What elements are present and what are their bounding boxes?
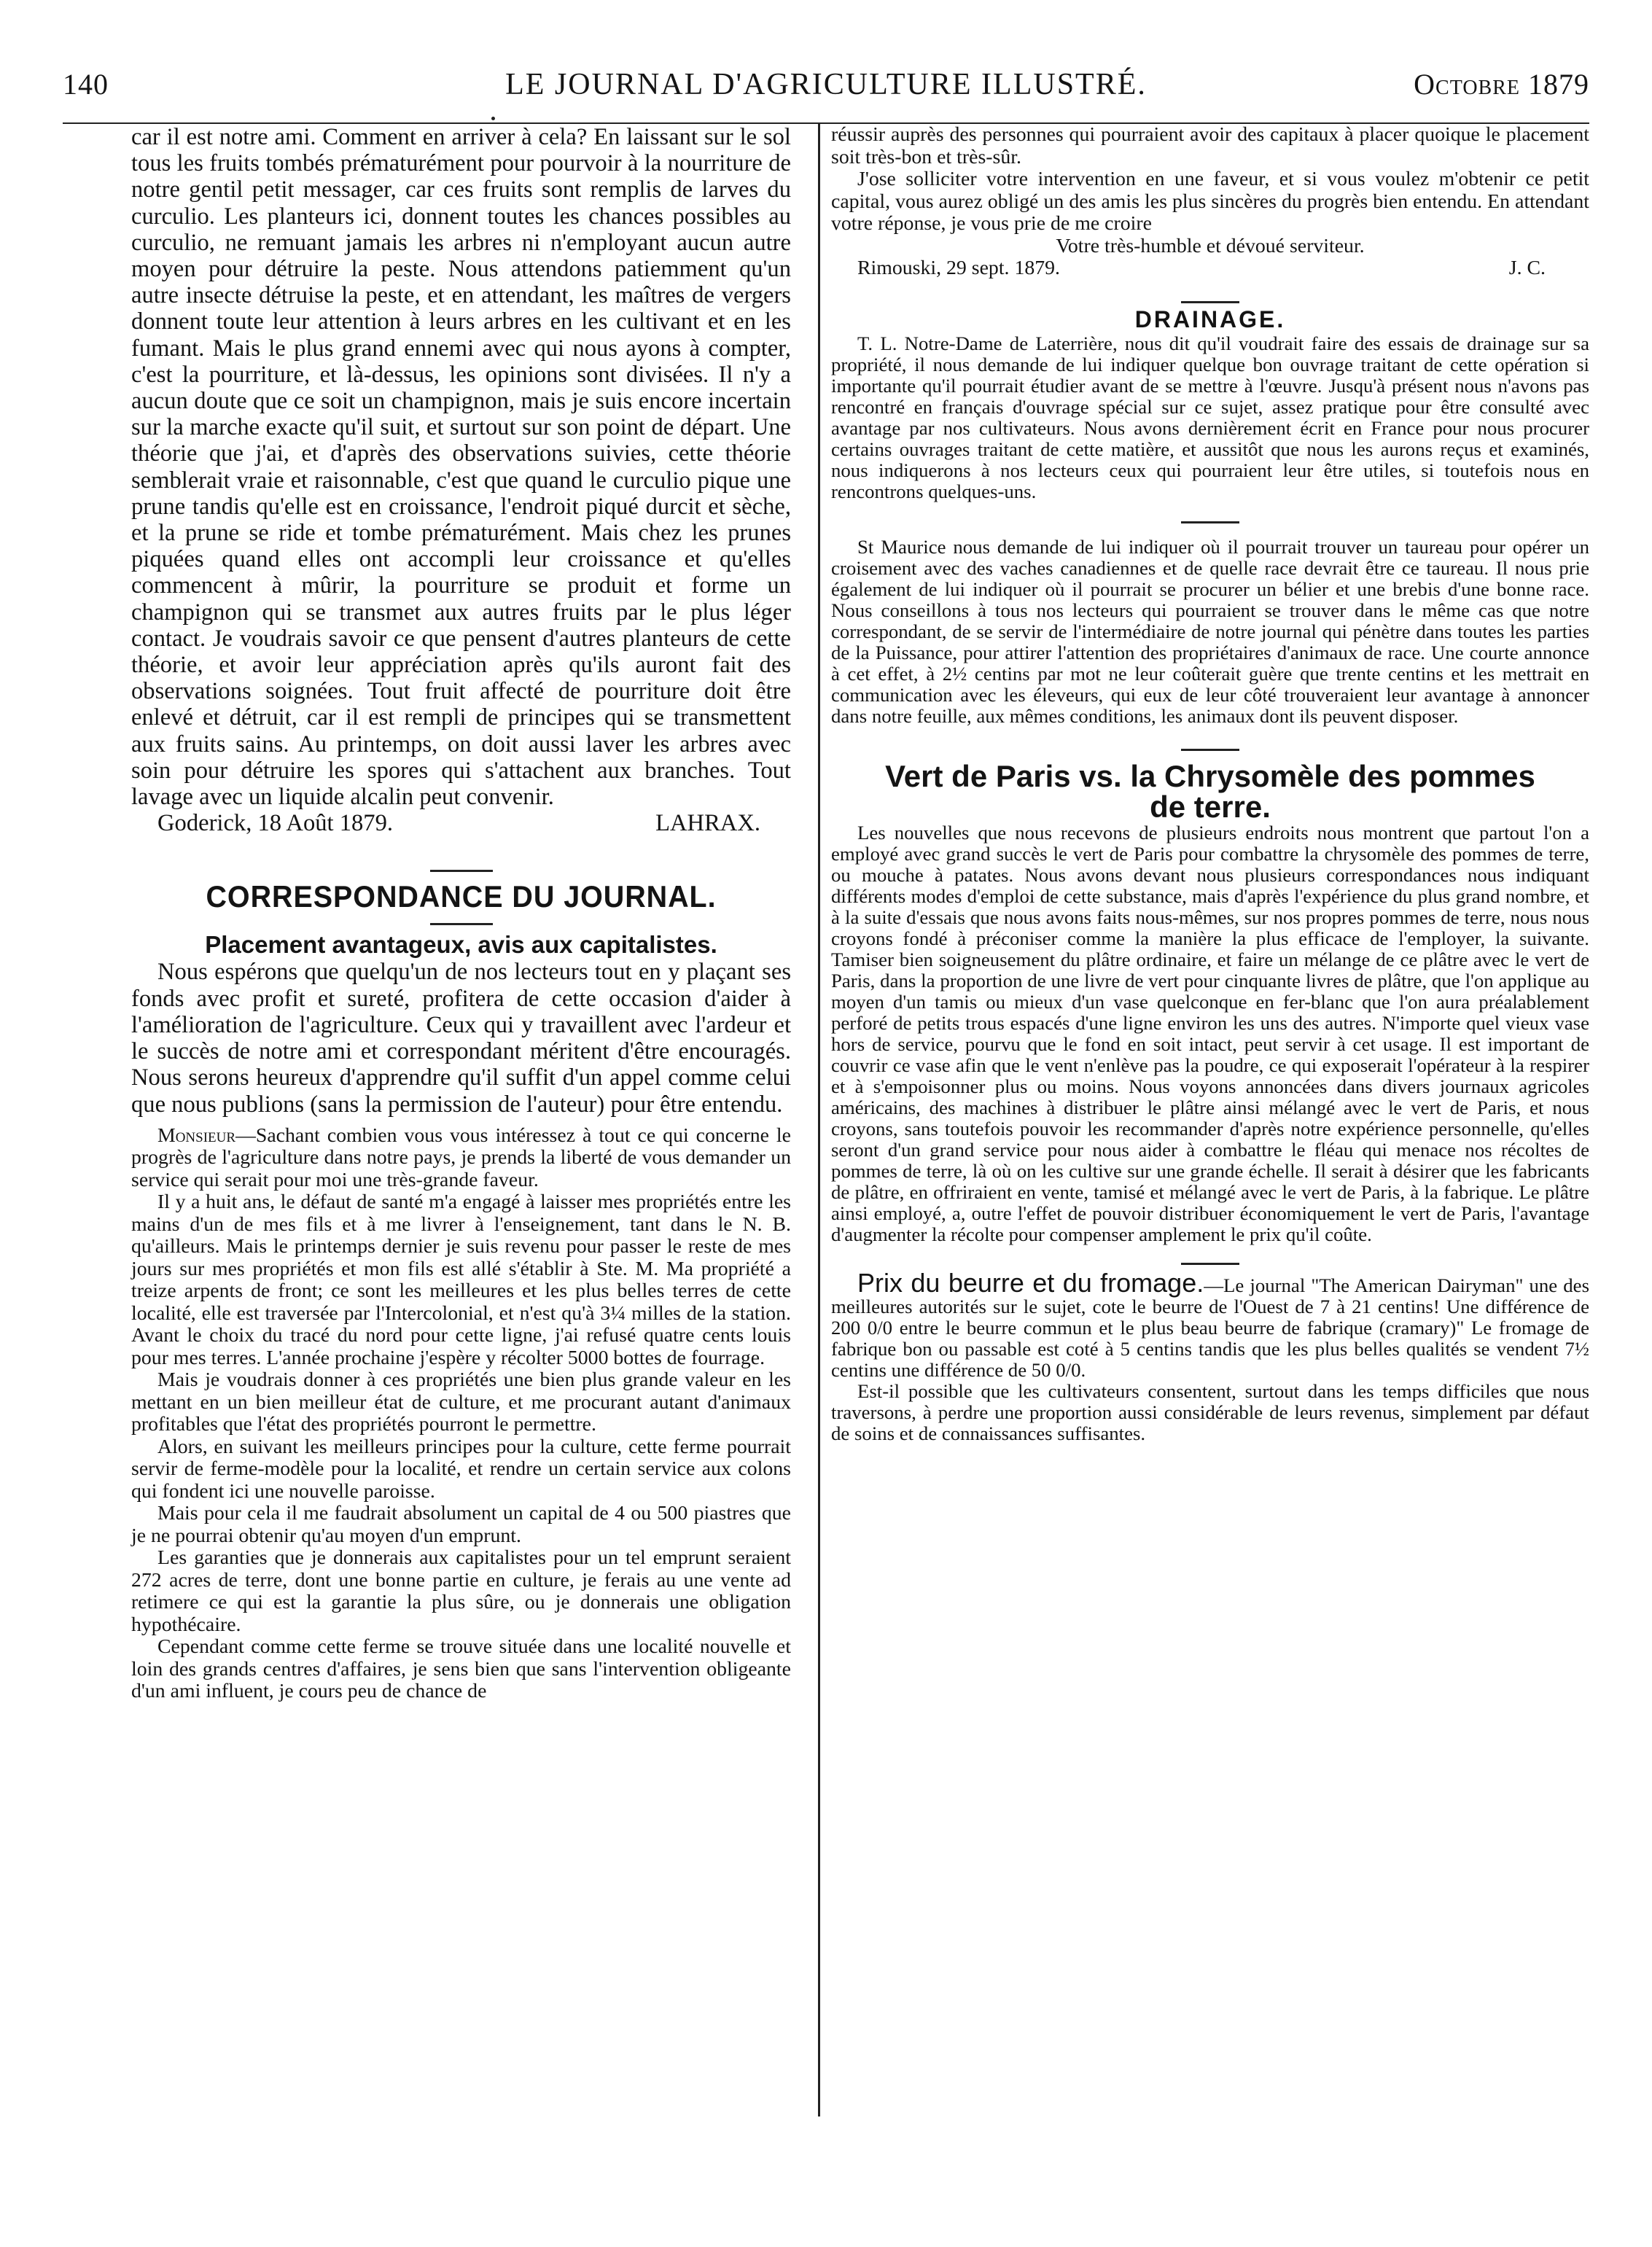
section-divider: [430, 870, 493, 872]
article-place-date: Goderick, 18 Août 1879.: [157, 810, 394, 837]
letter-closing: Votre très-humble et dévoué serviteur.: [1056, 234, 1365, 257]
letter-continuation: [831, 124, 1589, 279]
beurre-lead: Prix du beurre et du fromage.: [857, 1268, 1204, 1298]
section-divider: [1181, 301, 1239, 303]
vert-de-paris-title-line-1: Vert de Paris vs. la Chrysomèle des pommes: [885, 759, 1535, 793]
left-column: [131, 124, 791, 1703]
column-divider: [818, 122, 820, 2116]
letter-place-date: Rimouski, 29 sept. 1879.: [857, 257, 1060, 279]
journal-title: LE JOURNAL D'AGRICULTURE ILLUSTRÉ.: [505, 68, 1147, 101]
letter-paragraph: Alors, en suivant les meilleurs principes pour la culture, cette ferme pourrait servir de ferme-modèle pour la localité, et rendre un certain service aux colons qui fondent ici une nouvelle paroisse.: [131, 1435, 791, 1503]
vert-de-paris-title-line-2: de terre.: [1150, 790, 1271, 824]
section-divider: [1181, 521, 1239, 523]
letter-signature: [831, 257, 1589, 279]
beurre-paragraph: [831, 1268, 1589, 1381]
letter-paragraph: [131, 1125, 791, 1192]
page-header: [63, 67, 1589, 111]
article-author: LAHRAX.: [655, 810, 760, 837]
section-divider: [1181, 1263, 1239, 1265]
letter-first-text: —Sachant combien vous vous intéressez à tout ce qui concerne le progrès de l'agriculture dans notre pays, je prends la liberté de vous demander un service qui serait pour moi une très-grande faveur.: [131, 1124, 791, 1191]
article-signature: [131, 810, 791, 836]
letter: [131, 1125, 791, 1703]
letter-paragraph: Mais pour cela il me faudrait absolument un capital de 4 ou 500 piastres que je ne pourrai obtenir qu'au moyen d'un emprunt.: [131, 1502, 791, 1547]
right-column: [831, 124, 1589, 1444]
correspondance-intro: Nous espérons que quelqu'un de nos lecteurs tout en y plaçant ses fonds avec profit et sureté, profitera de cette occasion d'aider à l'amélioration de l'agriculture. Ceux qui y travaillent avec l'ardeur et le succès de notre ami et correspondant méritent d'être encouragés. Nous serons heureux d'apprendre qu'il suffit d'un appel comme celui que nous publions (sans la permission de l'auteur) pour être entendu.: [131, 959, 791, 1118]
beurre-text: —Le journal "The American Dairyman" une des meilleures autorités sur le sujet, cote le beurre de l'Ouest de 7 à 21 centins! Une différence de 200 0/0 entre le beurre commun et le plus beau beurre de fabrique (cramary)" Le fromage de fabrique bon ou passable est coté à 5 centins tandis que les plus belles qualités se vendent 7½ centins une différence de 50 0/0.: [831, 1274, 1589, 1381]
section-divider: [1181, 749, 1239, 751]
letter-initials: J. C.: [1508, 257, 1546, 279]
letter-paragraph: Les garanties que je donnerais aux capitalistes pour un tel emprunt seraient 272 acres de terre, dont une bonne partie en culture, je ferais au une vente ad retimere ce qui est la garantie la plus sûre, ou je donnerais une obligation hypothécaire.: [131, 1546, 791, 1636]
issue-date: Octobre 1879: [1414, 68, 1589, 101]
vert-de-paris-title: [831, 761, 1589, 822]
section-divider: [430, 923, 493, 925]
article-text: car il est notre ami. Comment en arriver à cela? En laissant sur le sol tous les fruits tombés prématurément pour pourvoir à la nourriture de notre gentil petit messager, car ces fruits sont remplis de larves du curculio. Les planteurs ici, donnent toutes les chances possibles au curculio, ne remuant jamais les arbres ni n'employant aucun autre moyen pour détruire la peste. Nous attendons patiemment qu'un autre insecte détruise la peste, et en attendant, les maîtres de vergers donnent toute leur attention à leurs arbres en les cultivant et en les fumant. Mais le plus grand ennemi avec qui nous ayons à compter, c'est la pourriture, et là-dessus, les opinions sont divisées. Il n'y a aucun doute que ce soit un champignon, mais je suis encore incertain sur la marche exacte qu'il suit, et surtout sur son point de départ. Une théorie que j'ai, et d'après des observations suivies, cette théorie semblerait vraie et raisonnable, c'est que quand le curculio pique une prune tandis qu'elle est en croissance, l'endroit piqué durcit et sèche, et la prune se ride et tombe prématurément. Mais chez les prunes piquées quand elles ont accompli leur croissance et qu'elles commencent à mûrir, la pourriture se produit et forme un champignon qui se transmet aux autres fruits par le plus léger contact. Je voudrais savoir ce que pensent d'autres planteurs de cette théorie, et avoir leur appréciation après qu'ils auront fait des observations soignées. Tout fruit affecté de pourriture doit être enlevé et détruit, car il est rempli de principes qui se transmettent aux fruits sains. Au printemps, on doit aussi laver les arbres avec soin pour détruire les spores qui s'attachent aux branches. Tout lavage avec un liquide alcalin peut convenir.: [131, 124, 791, 811]
print-mark: [491, 117, 495, 120]
beurre-paragraph-2: Est-il possible que les cultivateurs consentent, surtout dans les temps difficiles que nous traversons, à perdre une proportion aussi considérable de leurs revenus, simplement par défaut de soins et de connaissances suffisantes.: [831, 1380, 1589, 1444]
vert-de-paris-text: Les nouvelles que nous recevons de plusieurs endroits nous montrent que partout l'on a employé avec grand succès le vert de Paris pour combattre la chrysomèle des pommes de terre, ou mouche à patates. Nous avons devant nous plusieurs correspondances nous indiquant différents modes d'emploi de cette substance, mais d'après l'expérience du plus grand nombre, et à la suite d'essais que nous avons faits nous-mêmes, sur nos propres pommes de terre, nous nous croyons fondé à préconiser comme la manière la plus efficace de l'employer, la suivante. Tamiser bien soigneusement du plâtre ordinaire, et faire un mélange de ce plâtre avec le vert de Paris, dans la proportion de une livre de vert pour cinquante livres de plâtre, que l'on applique au moyen d'un tamis ou mieux d'un vase quelconque en fer-blanc que l'on aura préalablement perforé de petits trous espacés d'une ligne environ les uns des autres. N'importe quel vieux vase hors de service, pourvu que le fond en soit intact, peut servir à cet usage. Il est important de couvrir ce vase afin que le vent n'enlève pas la poudre, ce qui exposerait l'opérateur à la respirer et à s'empoisonner plus ou moins. Nous voyons annoncées dans divers journaux agricoles américains, des machines à distribuer le plâtre ainsi mélangé avec le vert de Paris, et nous croyons, sans toutefois pouvoir les recommander d'après notre expérience personnelle, qu'elles seront d'un grand service pour nous aider à combattre le fléau qui menace nos récoltes de pommes de terre, là où on les cultive sur une grande échelle. Il serait à désirer que les fabricants de plâtre, en offriraient en vente, tamisé et mélangé avec le vert de Paris, à la fabrique. Le plâtre ainsi employé, a, outre l'effet de pouvoir distribuer économiquement le vert de Paris, l'avantage d'augmenter la récolte pour compenser amplement le prix qu'il coûte.: [831, 822, 1589, 1245]
letter-end-text: réussir auprès des personnes qui pourraient avoir des capitaux à placer quoique le placement soit très-bon et très-sûr.: [831, 123, 1589, 168]
letter-salutation: Monsieur: [157, 1124, 236, 1147]
correspondance-title: CORRESPONDANCE DU JOURNAL.: [206, 879, 717, 914]
drainage-title: DRAINAGE.: [1134, 306, 1286, 332]
letter-paragraph: Il y a huit ans, le défaut de santé m'a engagé à laisser mes propriétés entre les mains d'un de mes fils et à me livrer à l'enseignement, tant dans le N. B. qu'ailleurs. Mais le printemps dernier je suis revenu pour passer le reste de mes jours sur mes propriétés et mon fils est allé s'établir à Ste. M. Ma propriété a treize arpents de front; ce sont les meilleures et les plus belles terres de cette localité, elle est traversée par l'Intercolonial, et n'est qu'à 3¼ milles de la station. Avant le choix du tracé du nord pour cette ligne, j'ai refusé quatre cents louis pour mes terres. L'année prochaine j'espère y récolter 5000 bottes de fourrage.: [131, 1191, 791, 1369]
letter-paragraph: Cependant comme cette ferme se trouve située dans une localité nouvelle et loin des grands centres d'affaires, je sens bien que sans l'intervention obligeante d'un ami influent, je cours peu de chance de: [131, 1635, 791, 1703]
correspondance-subtitle: Placement avantageux, avis aux capitalistes.: [205, 931, 717, 959]
page-number: 140: [63, 68, 109, 101]
letter-end-paragraph: J'ose solliciter votre intervention en une faveur, et si vous voulez m'obtenir ce petit capital, vous aurez obligé un des amis les plus sincères du progrès bien entendu. En attendant votre réponse, je vous prie de me croire: [831, 168, 1589, 235]
drainage-text: T. L. Notre-Dame de Laterrière, nous dit qu'il voudrait faire des essais de drainage sur sa propriété, il nous demande de lui indiquer quelque bon ouvrage traitant de cette opération si importante qu'il pourrait étudier avant de se mettre à l'œuvre. Jusqu'à présent nous n'avons pas rencontré en français d'ouvrage spécial sur ce sujet, assez pratique pour être consulté avec avantage par nos cultivateurs. Nous avons dernièrement écrit en France pour nous procurer certains ouvrages traitant de cette matière, et aussitôt que nous les aurons reçus et examinés, nous indiquerons à nos lecteurs ceux qui pourraient leur être utiles, si toutefois nous en rencontrons quelques-uns.: [831, 332, 1589, 502]
letter-paragraph: Mais je voudrais donner à ces propriétés une bien plus grande valeur en les mettant en un bien meilleur état de culture, et me procurant autant d'animaux profitables que l'état des propriétés pourront le permettre.: [131, 1368, 791, 1436]
drainage-text-2: St Maurice nous demande de lui indiquer où il pourrait trouver un taureau pour opérer un croisement avec des vaches canadiennes et de quelle race devrait être ce taureau. Il nous prie également de lui indiquer où il pourrait se procurer un bélier et une brebis d'une bonne race. Nous conseillons à tous nos lecteurs qui pourraient se trouver dans le même cas que notre correspondant, de se servir de l'intermédiaire de notre journal qui pénètre dans toutes les parties de la Puissance, pour attirer l'attention des propriétaires d'animaux de race. Une courte annonce à cet effet, à 2½ centins par mot ne leur coûterait guère que trente centins et les mettrait en communication avec les éleveurs, qui eux de leur côté trouveraient leur avantage à annoncer dans notre feuille, aux mêmes conditions, les animaux dont ils peuvent disposer.: [831, 536, 1589, 727]
